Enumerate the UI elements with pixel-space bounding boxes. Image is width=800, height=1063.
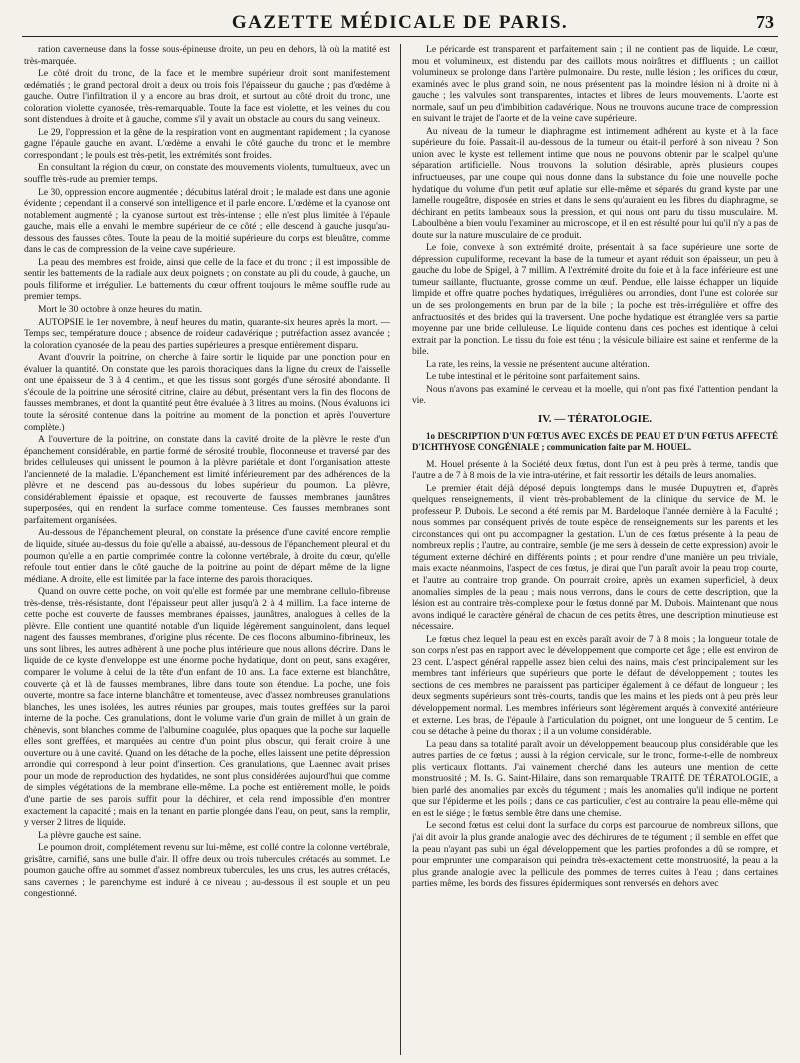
subsection-title: 1o DESCRIPTION D'UN FŒTUS AVEC EXCÈS DE PEAU ET D'UN FŒTUS AFFECTÉ D'ICHTHYOSE CONGÉNIALE ; communication faite par M. HOUEL. <box>412 430 778 452</box>
paragraph: AUTOPSIE le 1er novembre, à neuf heures du matin, quarante-six heures après la mort. — Temps sec, température douce ; absence de roideur cadavérique ; putréfaction assez avancée ; la coloration cyanosée de la peau des parties supérieures a presque entièrement disparu. <box>24 316 390 351</box>
paragraph: M. Houel présente à la Société deux fœtus, dont l'un est à peu près à terme, tandis que l'autre a de 7 à 8 mois de la vie intra-utérine, et fait ressortir les détails de leurs anomalies. <box>412 458 778 482</box>
teratology-text <box>412 459 778 890</box>
paragraph: Le 30, oppression encore augmentée ; décubitus latéral droit ; le malade est dans une agonie évidente ; cependant il a conservé son intelligence et il parle encore. L'œdème et la cyanose ont notablement augmenté ; la cyanose surtout est très-intense ; elle n'est plus limitée à l'épaule gauche, mais elle a envahi le membre supérieur de ce côté ; elle descend à gauche jusqu'au-dessous des fausses côtes. Toute la peau de la moitié supérieure du corps est bleuâtre, comme dans le cas de compression de la veine cave supérieure. <box>24 186 390 256</box>
page-header <box>22 10 778 37</box>
paragraph: La plèvre gauche est saine. <box>38 829 142 841</box>
paragraph: Nous n'avons pas examiné le cerveau et la moelle, qui n'ont pas fixé l'attention pendant la vie. <box>412 383 778 407</box>
paragraph: Le péricarde est transparent et parfaitement sain ; il ne contient pas de liquide. Le cœur, mou et volumineux, est distendu par des caillots mous noirâtres et diffluents ; un caillot volumineux se prolonge dans l'artère pulmonaire. Du reste, nulle lésion ; les orifices du cœur, examinés avec le plus grand soin, ne nous présentent pas la moindre lésion ni à droite ni à gauche ; les valvules sont transparentes, intactes et libres de leurs mouvements. L'aorte est normale, sauf un peu d'imbibition cadavérique. Nous ne trouvons aucune trace de compression en suivant le trajet de l'aorte et de la veine cave supérieure. <box>412 44 778 125</box>
paragraph: Le second fœtus est celui dont la surface du corps est parcourue de nombreux sillons, que j'ai dit avoir la plus grande analogie avec des déchirures de te tégument ; il semble en effet que la peau n'ayant pas subi un égal développement que les parties profondes a dû se rompre, et pour emprunter une comparaison qui peindra très-exactement cette monstruosité, la peau a la plus grande analogie avec la pellicule des pommes de terres cuites à l'eau ; dans certaines parties même, les bords des fissures épidermiques sont renversés en dehors avec <box>412 820 778 890</box>
paragraph: Le poumon droit, complétement revenu sur lui-même, est collé contre la colonne vertébrale, grisâtre, carnifié, sans une bulle d'air. Il offre deux ou trois tubercules crétacés au sommet. Le poumon gauche offre au sommet d'assez nombreux tubercules, les uns crus, les autres crétacés, sans cavernes ; le parenchyme est induré à ce niveau ; au-dessous il est souple et un peu congestionné. <box>24 842 390 900</box>
paragraph: Le tube intestinal et le péritoine sont parfaitement sains. <box>426 371 640 383</box>
page-number: 73 <box>756 12 774 32</box>
paragraph: Le foie, convexe à son extrémité droite, présentait à sa face supérieure une sorte de dépression cupuliforme, recevant la base de la tumeur et ayant réduit son épaisseur, un peu à gauche du lobe de Spigel, à 7 millim. A l'extrémité droite du foie et à la face inférieure est une tumeur saillante, fluctuante, grosse comme un œuf. Pendue, elle laisse échapper un liquide limpide et offre quatre poches hydatiques, irrégulières ou arrondies, dont l'une est colorée sur un de ses prolongements en brun par de la bile ; la poche est très-irrégulière et offre des anfractuosités et des brides qui la traversent. Une poche hydatique est étranglée vers sa partie moyenne par une bride celluleuse. Le liquide contenu dans ces poches est identique à celui extrait par la ponction. Le tissu du foie est ténu ; la vésicule biliaire est saine et renferme de la bile. <box>412 242 778 358</box>
paragraph: Le premier était déjà déposé depuis longtemps dans le musée Dupuytren et, d'après quelques renseignements, il vient très-probablement de la clinique du service de M. le professeur P. Dubois. Le second a été remis par M. Bardeloque l'année dernière à la Faculté ; nous sommes par conséquent privés de toute espèce de renseignements sur les parents et les circonstances qui ont pu accompagner la gestation. L'un de ces fœtus présente à la peau de nombreux replis ; l'autre, au contraire, semble (je me sers à dessein de cette expression) avoir le tégument externe déchiré en différents points ; et pour rendre d'une manière un peu triviale, mais exacte néanmoins, l'aspect de ces fœtus, je dirai que l'un paraît avoir la peau trop courte, et l'autre au contraire trop grande. On pourrait croire, après un examen superficiel, à deux anomalies simples de la peau ; mais nous verrons, dans le cours de cette description, que la lésion est au contraire très-complexe pour le fœtus donné par M. Dubois. Maintenant que nous avons indiqué le caractère général de chacun de ces petits êtres, une description minutieuse est nécessaire. <box>412 482 778 633</box>
column-divider <box>400 44 401 1055</box>
paragraph: ration caverneuse dans la fosse sous-épineuse droite, un peu en dehors, là où la matité est très-marquée. <box>24 44 390 67</box>
paragraph: La peau dans sa totalité paraît avoir un développement beaucoup plus considérable que les autres parties de ce fœtus ; aussi à la région cervicale, sur le tronc, forme-t-elle de nombreux plis verticaux flottants. J'ai vainement cherché dans les auteurs une mention de cette monstruosité ; M. Is. G. Saint-Hilaire, dans son remarquable TRAITÉ DE TÉRATOLOGIE, a bien parlé des anomalies par excès du tégument ; mais les anomalies qu'il indique ne portent que sur l'épiderme et les poils ; dans ce cas particulier, c'est au contraire la peau elle-même qui en est le siége ; le fœtus semble être dans une chemise. <box>412 738 778 819</box>
paragraph: Au niveau de la tumeur le diaphragme est intimement adhérent au kyste et à la face supérieure du foie. Passait-il au-dessous de la tumeur ou était-il perforé à son niveau ? Son union avec le kyste est tellement intime que nous ne pouvons obtenir par le scalpel qu'une séparation artificielle. Nous trouvons la solution désirable, après plusieurs coupes infructueuses, par une coupe qui nous donne dans la substance du foie une nouvelle poche hydatique du volume d'un petit œuf aplatie sur elle-même et séparés du grand kyste par une lamelle rougeâtre, disposée en stries et dans le sens qu'auraient eu les fibres du diaphragme, se déchirant en petits lambeaux sous la pression, et qui nous ont paru du tissu musculaire. M. Laboulbène a bien voulu l'examiner au microscope, et il en est résulté pour lui qu'il n'y a pas de doute sur la nature musculaire de ce produit. <box>412 125 778 241</box>
section-title: IV. — TÉRATOLOGIE. <box>537 412 653 425</box>
paragraph: Le 29, l'oppression et la gêne de la respiration vont en augmentant rapidement ; la cyanose gagne l'épaule gauche en avant. L'œdème a envahi le côté gauche du tronc et le membre correspondant ; le pouls est très-petit, les extrémités sont froides. <box>24 126 390 161</box>
paragraph: Avant d'ouvrir la poitrine, on cherche à faire sortir le liquide par une ponction pour en évaluer la quantité. On constate que les parois thoraciques dans la ligne du creux de l'aisselle ont une épaisseur de 3 à 4 centim., et que les tissus sont gorgés d'une sérosité abondante. Il s'écoule de la poitrine une sérosité citrine, claire au début, présentant vers la fin des flocons de fausses membranes, et dont la quantité peut être évaluée à 3 litres au moins. (Nous évaluons ici toute la sérosité contenue dans la poitrine au moment de la ponction et après l'ouverture complète.) <box>24 352 390 433</box>
paragraph: Quand on ouvre cette poche, on voit qu'elle est formée par une membrane cellulo-fibreuse très-dense, très-résistante, dont l'épaisseur peut aller jusqu'à 2 à 4 millim. La face interne de cette poche est couverte de fausses membranes épaisses, jaunâtres, analogues à celles de la plèvre. Elle contient une quantité notable d'un liquide légèrement sanguinolent, dans lequel nagent des fausses membranes, d'origine plus récente. De ces flocons albumino-fibrineux, les uns sont libres, les autres adhèrent à une poche plus intérieure que nous allons décrire. Dans le liquide de ce kyste d'enveloppe est une énorme poche hydatique, dont on peut, sans exagérer, comparer le volume à celui de la tête d'un enfant de 10 ans. La face externe est blanchâtre, couverte çà et là de fausses membranes, libre dans toute son étendue. La poche, une fois ouverte, montre sa face interne blanchâtre et tomenteuse, avec d'assez nombreuses granulations blanches, les unes isolées, les autres réunies par groupes, mais toutes greffées sur la paroi interne de la poche. Ces granulations, dont le volume varie d'un grain de millet à un grain de chènevis, sont blanches comme de l'albumine coagulée, plus opaques que la poche sur laquelle elles sont greffées, et marquées au centre d'un point plus obscur, qui ferait croire à une ouverture ou à une cavité. Quand on les détache de la poche, elles laissent une petite dépression arrondie qui correspond à leur point d'insertion. Ces granulations, que Laennec avait prises pour un mode de reproduction des hydatides, ne sont plus considérées aujourd'hui que comme de simples végétations de la membrane elle-même. La poche est entièrement molle, le poids d'une partie de ses parois suffit pour la déchirer, et cela rend impossible d'en montrer exactement la capacité ; mais en la tenant en partie plongée dans l'eau, on peut, sans la remplir, y verser 2 litres de liquide. <box>24 586 390 829</box>
left-column <box>24 44 390 1057</box>
paragraph: Le fœtus chez lequel la peau est en excès paraît avoir de 7 à 8 mois ; la longueur totale de son corps n'est pas en rapport avec le développement que comporte cet âge ; elle est environ de 23 cent. L'aspect général rappelle assez bien celui des nains, mais c'est principalement sur les membres tant inférieurs que supérieurs que porte le défaut de développement ; toutes les sections de ces membres ne paraissent pas participer également à ce défaut de longueur ; les deux segments supérieurs sont très-courts, tandis que les mains et les pieds ont à peu près leur développement normal. Les membres inférieurs sont légèrement arqués à convexité antérieure et externe. Les bras, de l'épaule à l'articulation du poignet, ont une longueur de 5 centim. Le cou se détache à peine du thorax ; il a un volume considérable. <box>412 633 778 738</box>
paragraph: La peau des membres est froide, ainsi que celle de la face et du tronc ; il est impossible de sentir les battements de la radiale aux deux poignets ; on constate au pli du coude, à gauche, un pouls filiforme et irrégulier. Le battements du cœur offrent toujours le même souffle rude au premier temps. <box>24 256 390 303</box>
paragraph: La rate, les reins, la vessie ne présentent aucune altération. <box>426 358 650 370</box>
paragraph: Le côté droit du tronc, de la face et le membre supérieur droit sont manifestement œdématiés ; le grand pectoral droit a deux ou trois fois l'épaisseur du gauche ; pas d'œdème à gauche. Outre l'infiltration il y a encore au bras droit, et surtout au côté droit du tronc, une coloration violette cyanosée, très-remarquable. Toute la face est violette, et les veines du cou sont distendues à droite et à gauche, comme s'il y avait un obstacle au cours du sang veineux. <box>24 68 390 126</box>
paragraph: A l'ouverture de la poitrine, on constate dans la cavité droite de la plèvre le reste d'un épanchement considérable, en partie formé de sérosité trouble, floconneuse et traversé par des brides celluleuses qui unissent le poumon à la plèvre pariétale et dont l'organisation atteste l'ancienneté de la maladie. L'épanchement est limité inférieurement par des adhérences de la plèvre et ne descend pas au-dessous du lobes supérieur du poumon. La plèvre, considérablement épaissie et opaque, est recouverte de fausses membranes jaunâtres superposées, qui en rendent la surface comme tomenteuse. Ces fausses membranes sont parfaitement organisées. <box>24 434 390 526</box>
paragraph: Mort le 30 octobre à onze heures du matin. <box>38 304 203 316</box>
right-column <box>412 44 778 1057</box>
journal-title: GAZETTE MÉDICALE DE PARIS. <box>231 12 569 33</box>
paragraph: Au-dessous de l'épanchement pleural, on constate la présence d'une cavité encore remplie de liquide, située au-dessus du foie qu'elle a abaissé, au-dessous de l'épanchement pleural et du poumon qu'elle a en partie comprimée contre la colonne vertébrale, à droite du cœur, qu'elle refoule tout entier dans le côté gauche de la poitrine au point de départ même de la ligne médiane. A droite, elle est limitée par la face interne des parois thoraciques. <box>24 527 390 585</box>
paragraph: En consultant la région du cœur, on constate des mouvements violents, tumultueux, avec un souffle très-rude au premier temps. <box>24 162 390 186</box>
autopsy-continuation <box>412 44 778 407</box>
